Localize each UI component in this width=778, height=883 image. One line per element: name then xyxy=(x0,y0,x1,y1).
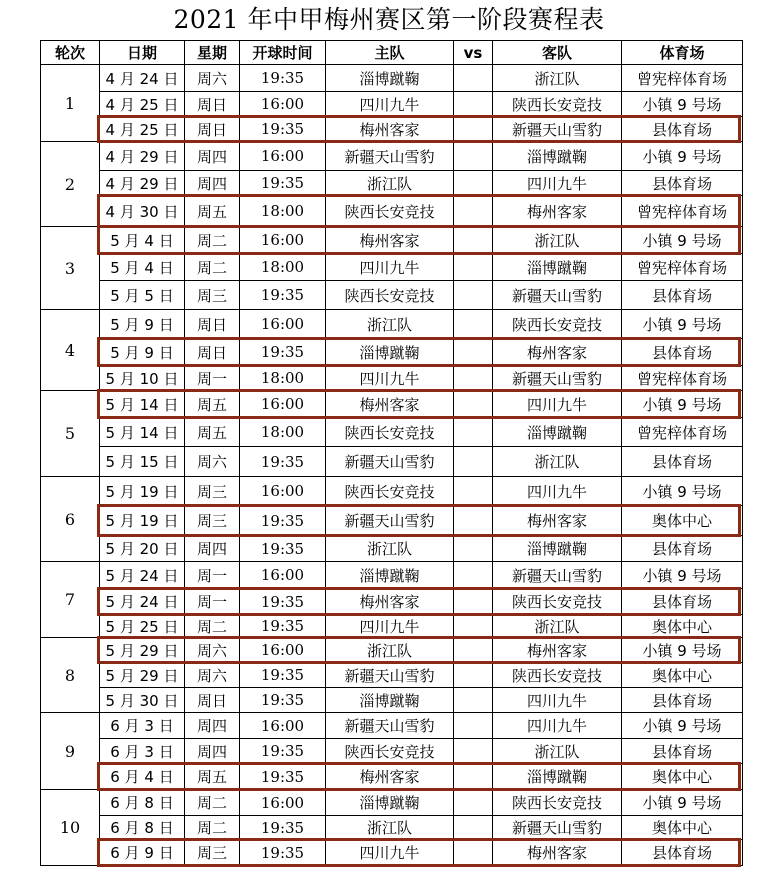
match-home-team: 淄博蹴鞠 xyxy=(326,562,454,589)
table-row xyxy=(41,506,743,536)
match-kickoff: 19:35 xyxy=(240,615,326,638)
match-vs-cell xyxy=(454,339,493,366)
match-date: 4 月 24 日 xyxy=(100,65,185,92)
match-away-team: 梅州客家 xyxy=(493,506,622,536)
match-vs-cell xyxy=(454,615,493,638)
header-row xyxy=(41,41,743,65)
match-weekday: 周日 xyxy=(185,92,240,117)
match-venue: 县体育场 xyxy=(622,739,743,764)
match-vs-cell xyxy=(454,790,493,816)
match-date: 5 月 20 日 xyxy=(100,536,185,562)
match-venue: 小镇 9 号场 xyxy=(622,477,743,506)
table-row xyxy=(41,477,743,506)
match-venue: 小镇 9 号场 xyxy=(622,562,743,589)
header-vs: vs xyxy=(454,41,493,65)
match-vs-cell xyxy=(454,227,493,254)
match-weekday: 周四 xyxy=(185,739,240,764)
match-vs-cell xyxy=(454,638,493,663)
match-away-team: 淄博蹴鞠 xyxy=(493,536,622,562)
match-kickoff: 16:00 xyxy=(240,562,326,589)
match-weekday: 周六 xyxy=(185,65,240,92)
match-venue: 奥体中心 xyxy=(622,764,743,790)
match-away-team: 陕西长安竞技 xyxy=(493,589,622,615)
match-kickoff: 19:35 xyxy=(240,764,326,790)
match-date: 6 月 9 日 xyxy=(100,840,185,866)
round-number: 4 xyxy=(41,310,100,391)
match-date: 5 月 4 日 xyxy=(100,227,185,254)
table-row xyxy=(41,663,743,688)
match-venue: 曾宪梓体育场 xyxy=(622,196,743,227)
header-kickoff: 开球时间 xyxy=(240,41,326,65)
match-weekday: 周日 xyxy=(185,117,240,142)
round-number: 2 xyxy=(41,142,100,227)
table-row xyxy=(41,615,743,638)
match-home-team: 陕西长安竞技 xyxy=(326,477,454,506)
match-vs-cell xyxy=(454,739,493,764)
match-away-team: 淄博蹴鞠 xyxy=(493,418,622,447)
match-vs-cell xyxy=(454,142,493,171)
table-row xyxy=(41,196,743,227)
match-kickoff: 19:35 xyxy=(240,739,326,764)
match-date: 5 月 19 日 xyxy=(100,477,185,506)
match-away-team: 浙江队 xyxy=(493,447,622,477)
match-vs-cell xyxy=(454,589,493,615)
match-vs-cell xyxy=(454,562,493,589)
match-away-team: 浙江队 xyxy=(493,615,622,638)
match-kickoff: 19:35 xyxy=(240,117,326,142)
match-away-team: 陕西长安竞技 xyxy=(493,790,622,816)
table-row xyxy=(41,713,743,739)
match-away-team: 浙江队 xyxy=(493,739,622,764)
match-date: 6 月 8 日 xyxy=(100,790,185,816)
match-vs-cell xyxy=(454,764,493,790)
match-home-team: 浙江队 xyxy=(326,171,454,196)
match-venue: 县体育场 xyxy=(622,281,743,310)
match-weekday: 周六 xyxy=(185,638,240,663)
match-date: 4 月 25 日 xyxy=(100,117,185,142)
match-home-team: 陕西长安竞技 xyxy=(326,418,454,447)
match-kickoff: 16:00 xyxy=(240,310,326,339)
match-vs-cell xyxy=(454,254,493,281)
match-kickoff: 19:35 xyxy=(240,281,326,310)
match-date: 5 月 15 日 xyxy=(100,447,185,477)
match-away-team: 四川九牛 xyxy=(493,477,622,506)
match-away-team: 梅州客家 xyxy=(493,339,622,366)
table-row xyxy=(41,790,743,816)
match-vs-cell xyxy=(454,447,493,477)
match-kickoff: 19:35 xyxy=(240,663,326,688)
match-kickoff: 19:35 xyxy=(240,171,326,196)
match-away-team: 新疆天山雪豹 xyxy=(493,816,622,840)
schedule-body xyxy=(41,65,743,866)
match-vs-cell xyxy=(454,840,493,866)
round-number: 6 xyxy=(41,477,100,562)
table-row xyxy=(41,171,743,196)
match-weekday: 周四 xyxy=(185,713,240,739)
match-home-team: 梅州客家 xyxy=(326,391,454,418)
header-home: 主队 xyxy=(326,41,454,65)
match-vs-cell xyxy=(454,536,493,562)
table-row xyxy=(41,688,743,713)
match-weekday: 周日 xyxy=(185,688,240,713)
table-row xyxy=(41,739,743,764)
table-row xyxy=(41,92,743,117)
match-weekday: 周二 xyxy=(185,615,240,638)
match-weekday: 周四 xyxy=(185,536,240,562)
match-kickoff: 19:35 xyxy=(240,536,326,562)
match-venue: 县体育场 xyxy=(622,171,743,196)
match-weekday: 周二 xyxy=(185,790,240,816)
table-row xyxy=(41,589,743,615)
match-home-team: 淄博蹴鞠 xyxy=(326,339,454,366)
match-home-team: 淄博蹴鞠 xyxy=(326,688,454,713)
match-venue: 小镇 9 号场 xyxy=(622,310,743,339)
match-vs-cell xyxy=(454,196,493,227)
match-weekday: 周三 xyxy=(185,477,240,506)
match-date: 5 月 30 日 xyxy=(100,688,185,713)
match-weekday: 周日 xyxy=(185,339,240,366)
header-weekday: 星期 xyxy=(185,41,240,65)
round-number: 1 xyxy=(41,65,100,142)
match-vs-cell xyxy=(454,117,493,142)
match-venue: 奥体中心 xyxy=(622,506,743,536)
match-weekday: 周一 xyxy=(185,589,240,615)
match-venue: 曾宪梓体育场 xyxy=(622,418,743,447)
match-venue: 小镇 9 号场 xyxy=(622,638,743,663)
match-away-team: 四川九牛 xyxy=(493,688,622,713)
match-weekday: 周二 xyxy=(185,816,240,840)
match-kickoff: 16:00 xyxy=(240,227,326,254)
match-venue: 县体育场 xyxy=(622,339,743,366)
header-round: 轮次 xyxy=(41,41,100,65)
table-row xyxy=(41,391,743,418)
match-venue: 奥体中心 xyxy=(622,615,743,638)
match-away-team: 陕西长安竞技 xyxy=(493,663,622,688)
match-vs-cell xyxy=(454,663,493,688)
match-home-team: 浙江队 xyxy=(326,310,454,339)
match-weekday: 周三 xyxy=(185,281,240,310)
schedule-table xyxy=(40,40,743,866)
match-date: 5 月 9 日 xyxy=(100,310,185,339)
round-number: 7 xyxy=(41,562,100,638)
match-venue: 县体育场 xyxy=(622,840,743,866)
match-date: 4 月 25 日 xyxy=(100,92,185,117)
table-row xyxy=(41,254,743,281)
match-away-team: 新疆天山雪豹 xyxy=(493,117,622,142)
table-row xyxy=(41,310,743,339)
table-row xyxy=(41,536,743,562)
match-home-team: 新疆天山雪豹 xyxy=(326,506,454,536)
match-weekday: 周三 xyxy=(185,840,240,866)
match-home-team: 新疆天山雪豹 xyxy=(326,713,454,739)
match-away-team: 新疆天山雪豹 xyxy=(493,281,622,310)
match-kickoff: 18:00 xyxy=(240,254,326,281)
match-kickoff: 16:00 xyxy=(240,790,326,816)
match-away-team: 淄博蹴鞠 xyxy=(493,254,622,281)
match-away-team: 浙江队 xyxy=(493,65,622,92)
match-venue: 曾宪梓体育场 xyxy=(622,254,743,281)
match-venue: 县体育场 xyxy=(622,688,743,713)
round-number: 9 xyxy=(41,713,100,790)
match-home-team: 四川九牛 xyxy=(326,615,454,638)
match-venue: 小镇 9 号场 xyxy=(622,713,743,739)
match-vs-cell xyxy=(454,366,493,391)
match-date: 5 月 25 日 xyxy=(100,615,185,638)
match-weekday: 周五 xyxy=(185,764,240,790)
match-home-team: 四川九牛 xyxy=(326,92,454,117)
match-venue: 曾宪梓体育场 xyxy=(622,366,743,391)
table-row xyxy=(41,418,743,447)
match-home-team: 梅州客家 xyxy=(326,589,454,615)
match-date: 5 月 14 日 xyxy=(100,418,185,447)
match-kickoff: 16:00 xyxy=(240,713,326,739)
match-kickoff: 19:35 xyxy=(240,447,326,477)
round-number: 5 xyxy=(41,391,100,477)
match-vs-cell xyxy=(454,92,493,117)
match-vs-cell xyxy=(454,391,493,418)
table-row xyxy=(41,638,743,663)
match-weekday: 周四 xyxy=(185,142,240,171)
match-kickoff: 16:00 xyxy=(240,477,326,506)
match-venue: 县体育场 xyxy=(622,447,743,477)
match-home-team: 陕西长安竞技 xyxy=(326,281,454,310)
match-home-team: 浙江队 xyxy=(326,638,454,663)
match-away-team: 淄博蹴鞠 xyxy=(493,142,622,171)
match-kickoff: 19:35 xyxy=(240,688,326,713)
match-away-team: 梅州客家 xyxy=(493,196,622,227)
match-venue: 小镇 9 号场 xyxy=(622,790,743,816)
table-row xyxy=(41,562,743,589)
match-home-team: 四川九牛 xyxy=(326,366,454,391)
match-date: 5 月 29 日 xyxy=(100,663,185,688)
match-kickoff: 19:35 xyxy=(240,840,326,866)
match-away-team: 陕西长安竞技 xyxy=(493,92,622,117)
match-home-team: 浙江队 xyxy=(326,536,454,562)
round-number: 3 xyxy=(41,227,100,310)
match-weekday: 周五 xyxy=(185,196,240,227)
match-kickoff: 19:35 xyxy=(240,506,326,536)
match-weekday: 周二 xyxy=(185,227,240,254)
match-date: 5 月 4 日 xyxy=(100,254,185,281)
match-venue: 小镇 9 号场 xyxy=(622,391,743,418)
page-title: 2021 年中甲梅州赛区第一阶段赛程表 xyxy=(173,5,605,34)
table-row xyxy=(41,764,743,790)
match-venue: 奥体中心 xyxy=(622,816,743,840)
match-kickoff: 16:00 xyxy=(240,142,326,171)
match-kickoff: 19:35 xyxy=(240,816,326,840)
table-row xyxy=(41,117,743,142)
match-date: 6 月 8 日 xyxy=(100,816,185,840)
match-home-team: 陕西长安竞技 xyxy=(326,739,454,764)
match-away-team: 四川九牛 xyxy=(493,713,622,739)
match-venue: 县体育场 xyxy=(622,117,743,142)
match-weekday: 周六 xyxy=(185,447,240,477)
header-venue: 体育场 xyxy=(622,41,743,65)
header-date: 日期 xyxy=(100,41,185,65)
table-row xyxy=(41,840,743,866)
header-away: 客队 xyxy=(493,41,622,65)
match-vs-cell xyxy=(454,477,493,506)
match-venue: 奥体中心 xyxy=(622,663,743,688)
match-home-team: 四川九牛 xyxy=(326,254,454,281)
match-date: 5 月 5 日 xyxy=(100,281,185,310)
match-away-team: 浙江队 xyxy=(493,227,622,254)
match-weekday: 周一 xyxy=(185,562,240,589)
match-home-team: 淄博蹴鞠 xyxy=(326,65,454,92)
match-date: 6 月 3 日 xyxy=(100,739,185,764)
match-vs-cell xyxy=(454,688,493,713)
table-row xyxy=(41,339,743,366)
table-row xyxy=(41,816,743,840)
match-date: 4 月 30 日 xyxy=(100,196,185,227)
match-home-team: 梅州客家 xyxy=(326,117,454,142)
match-home-team: 梅州客家 xyxy=(326,764,454,790)
match-date: 5 月 14 日 xyxy=(100,391,185,418)
match-date: 5 月 10 日 xyxy=(100,366,185,391)
match-date: 5 月 9 日 xyxy=(100,339,185,366)
match-home-team: 陕西长安竞技 xyxy=(326,196,454,227)
match-weekday: 周一 xyxy=(185,366,240,391)
match-kickoff: 18:00 xyxy=(240,196,326,227)
match-vs-cell xyxy=(454,418,493,447)
table-row xyxy=(41,447,743,477)
table-row xyxy=(41,227,743,254)
match-weekday: 周六 xyxy=(185,663,240,688)
match-vs-cell xyxy=(454,310,493,339)
match-kickoff: 19:35 xyxy=(240,65,326,92)
match-weekday: 周五 xyxy=(185,391,240,418)
match-kickoff: 16:00 xyxy=(240,391,326,418)
match-home-team: 新疆天山雪豹 xyxy=(326,447,454,477)
match-away-team: 陕西长安竞技 xyxy=(493,310,622,339)
match-home-team: 浙江队 xyxy=(326,816,454,840)
match-date: 5 月 19 日 xyxy=(100,506,185,536)
round-number: 10 xyxy=(41,790,100,866)
match-home-team: 梅州客家 xyxy=(326,227,454,254)
match-venue: 曾宪梓体育场 xyxy=(622,65,743,92)
match-kickoff: 16:00 xyxy=(240,92,326,117)
match-date: 5 月 24 日 xyxy=(100,589,185,615)
match-weekday: 周五 xyxy=(185,418,240,447)
match-vs-cell xyxy=(454,65,493,92)
match-away-team: 四川九牛 xyxy=(493,391,622,418)
match-date: 5 月 24 日 xyxy=(100,562,185,589)
match-away-team: 新疆天山雪豹 xyxy=(493,366,622,391)
match-venue: 小镇 9 号场 xyxy=(622,92,743,117)
round-number: 8 xyxy=(41,638,100,713)
match-date: 4 月 29 日 xyxy=(100,142,185,171)
match-vs-cell xyxy=(454,506,493,536)
match-vs-cell xyxy=(454,713,493,739)
match-date: 4 月 29 日 xyxy=(100,171,185,196)
match-away-team: 淄博蹴鞠 xyxy=(493,764,622,790)
match-home-team: 淄博蹴鞠 xyxy=(326,790,454,816)
match-away-team: 四川九牛 xyxy=(493,171,622,196)
match-home-team: 新疆天山雪豹 xyxy=(326,663,454,688)
match-vs-cell xyxy=(454,171,493,196)
match-kickoff: 18:00 xyxy=(240,418,326,447)
match-away-team: 新疆天山雪豹 xyxy=(493,562,622,589)
match-weekday: 周四 xyxy=(185,171,240,196)
match-venue: 小镇 9 号场 xyxy=(622,142,743,171)
match-kickoff: 19:35 xyxy=(240,589,326,615)
table-row xyxy=(41,142,743,171)
match-venue: 县体育场 xyxy=(622,589,743,615)
match-away-team: 梅州客家 xyxy=(493,840,622,866)
match-vs-cell xyxy=(454,281,493,310)
match-venue: 小镇 9 号场 xyxy=(622,227,743,254)
match-away-team: 梅州客家 xyxy=(493,638,622,663)
match-venue: 县体育场 xyxy=(622,536,743,562)
match-date: 6 月 3 日 xyxy=(100,713,185,739)
match-home-team: 新疆天山雪豹 xyxy=(326,142,454,171)
match-home-team: 四川九牛 xyxy=(326,840,454,866)
match-date: 5 月 29 日 xyxy=(100,638,185,663)
match-weekday: 周三 xyxy=(185,506,240,536)
match-kickoff: 19:35 xyxy=(240,339,326,366)
match-date: 6 月 4 日 xyxy=(100,764,185,790)
match-kickoff: 16:00 xyxy=(240,638,326,663)
match-vs-cell xyxy=(454,816,493,840)
match-weekday: 周二 xyxy=(185,254,240,281)
table-row xyxy=(41,281,743,310)
table-row xyxy=(41,65,743,92)
match-kickoff: 18:00 xyxy=(240,366,326,391)
table-row xyxy=(41,366,743,391)
match-weekday: 周日 xyxy=(185,310,240,339)
